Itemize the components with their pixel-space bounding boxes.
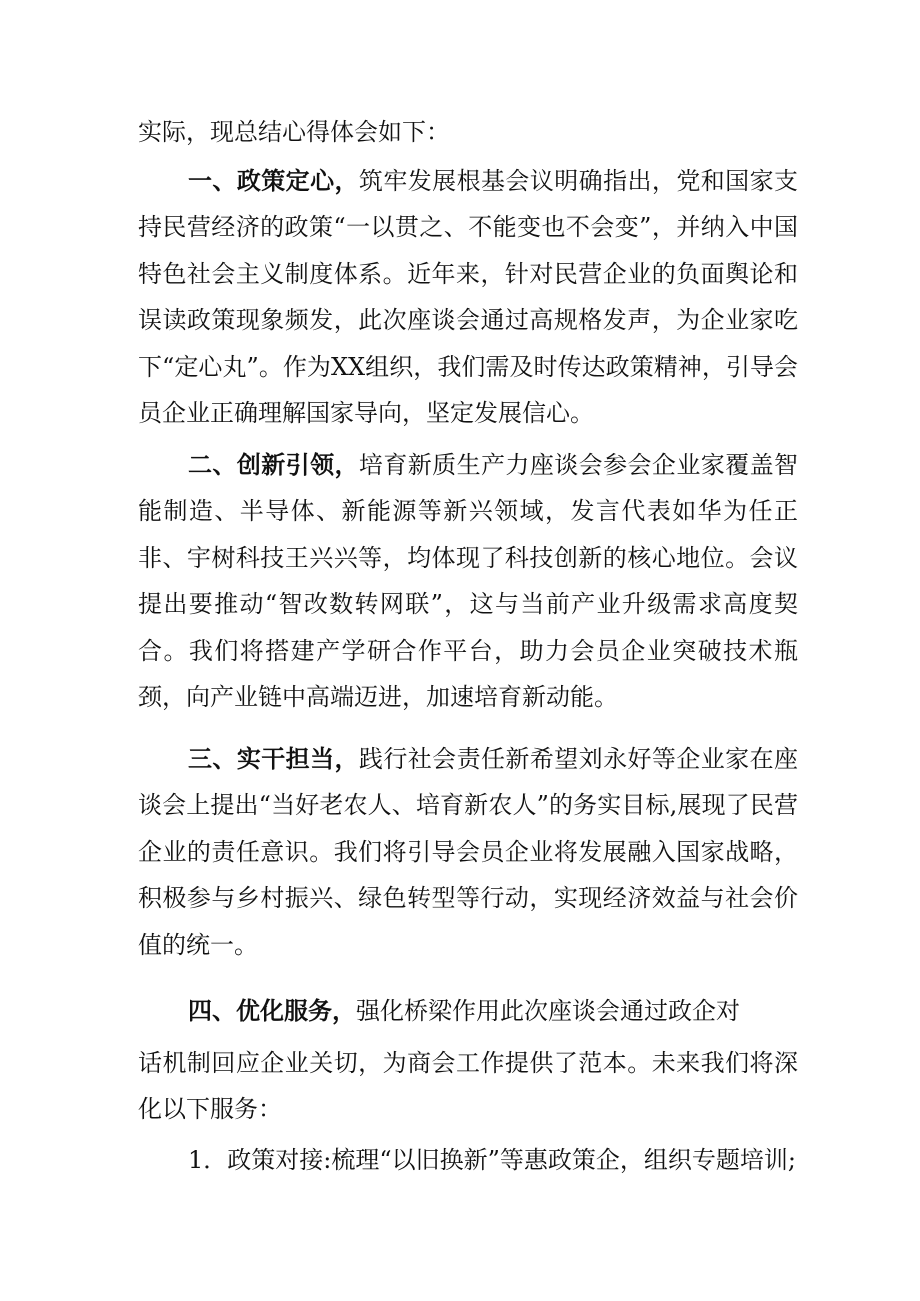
section-4-continuation: 话机制回应企业关切，为商会工作提供了范本。未来我们将深化以下服务： — [138, 1049, 798, 1124]
section-1-paragraph — [138, 158, 798, 436]
section-4-body: 强化桥梁作用此次座谈会通过政企对 — [356, 997, 740, 1025]
section-2-paragraph — [138, 442, 798, 720]
section-2-body: 培育新质生产力座谈会参会企业家覆盖智能制造、半导体、新能源等新兴领域，发言代表如华为任正非、宇树科技王兴兴等，均体现了科技创新的核心地位。会议提出要推动“智改数转网联”，这与当前产业升级需求高度契合。我们将搭建产学研合作平台，助力会员企业突破技术瓶颈，向产业链中高端迈进，加速培育新动能。 — [138, 451, 799, 712]
intro-paragraph: 实际，现总结心得体会如下： — [138, 118, 450, 146]
section-4-paragraph — [138, 988, 798, 1034]
list-item-policy-docking: 1．政策对接:梳理“以旧换新”等惠政策企，组织专题培训; — [188, 1146, 796, 1174]
section-3-heading: 三、实干担当， — [188, 745, 359, 773]
section-1-body: 筑牢发展根基会议明确指出，党和国家支持民营经济的政策“一以贯之、不能变也不会变”，并纳入中国特色社会主义制度体系。近年来，针对民营企业的负面舆论和误读政策现象频发，此次座谈会通过高规格发声，为企业家吃下“定心丸”。作为XX组织，我们需及时传达政策精神，引导会员企业正确理解国家导向，坚定发展信心。 — [138, 167, 799, 428]
section-3-paragraph — [138, 736, 798, 968]
section-3-body: 践行社会责任新希望刘永好等企业家在座谈会上提出“当好老农人、培育新农人”的务实目标,展现了民营企业的责任意识。我们将引导会员企业将发展融入国家战略，积极参与乡村振兴、绿色转型等行动，实现经济效益与社会价值的统一。 — [138, 745, 799, 959]
section-1-heading: 一、政策定心， — [188, 167, 359, 195]
section-4-heading: 四、优化服务， — [188, 997, 356, 1025]
section-2-heading: 二、创新引领， — [188, 451, 359, 479]
